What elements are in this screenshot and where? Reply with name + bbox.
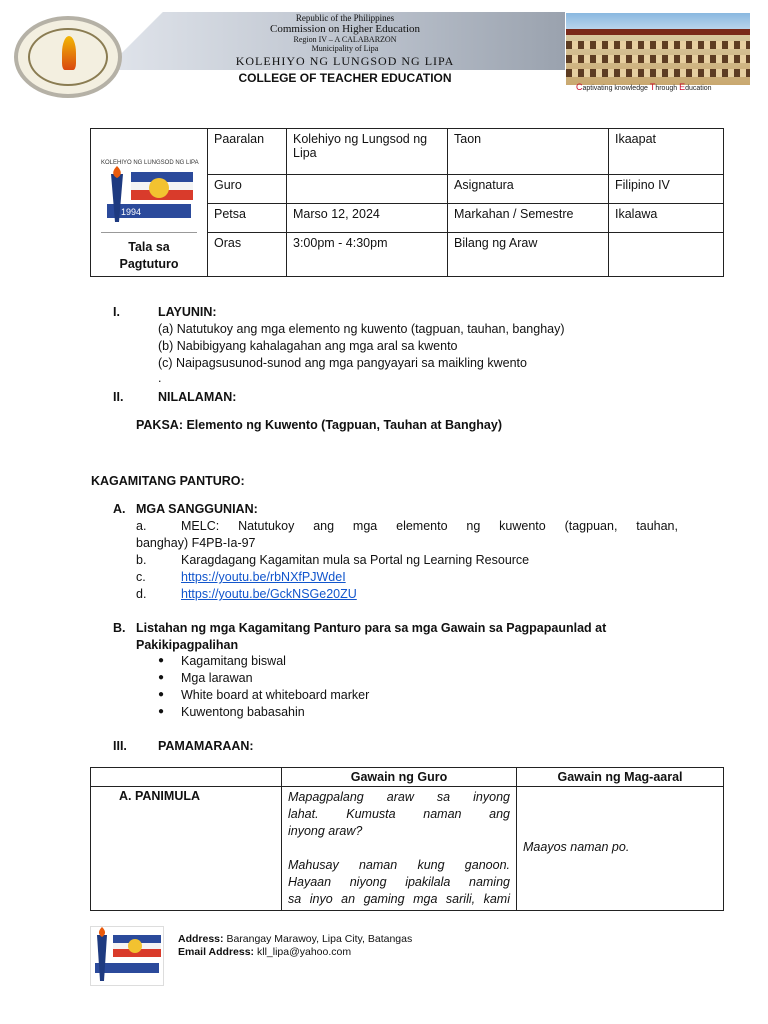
info-label: Markahan / Semestre xyxy=(448,204,609,233)
layunin-title: LAYUNIN: xyxy=(158,305,217,319)
header-college: COLLEGE OF TEACHER EDUCATION xyxy=(238,71,452,85)
info-value: 3:00pm - 4:30pm xyxy=(287,233,448,277)
info-value: Ikaapat xyxy=(609,129,724,175)
header-republic: Republic of the Philippines xyxy=(295,13,395,23)
info-value: Ikalawa xyxy=(609,204,724,233)
bullet-icon: ● xyxy=(158,706,165,717)
footer-logo-icon xyxy=(90,926,164,986)
ref-letter: c. xyxy=(136,570,146,584)
listahan-label: B. xyxy=(113,621,126,635)
svg-text:1994: 1994 xyxy=(121,207,142,217)
bullet-icon: ● xyxy=(158,672,165,683)
youtube-link-1[interactable]: https://youtu.be/rbNXfPJWdeI xyxy=(181,570,346,584)
bullet-item: Kuwentong babasahin xyxy=(181,705,305,719)
info-label: Asignatura xyxy=(448,175,609,204)
layunin-item: (c) Naipagsusunod-sunod ang mga pangyayari sa maikling kwento xyxy=(158,356,527,370)
info-label: Bilang ng Araw xyxy=(448,233,609,277)
pamamaraan-title: PAMAMARAAN: xyxy=(158,739,254,753)
info-value: Filipino IV xyxy=(609,175,724,204)
school-seal-icon xyxy=(14,16,122,98)
bullet-icon: ● xyxy=(158,655,165,666)
header-municipality: Municipality of Lipa xyxy=(311,44,379,53)
header-region: Region IV – A CALABARZON xyxy=(293,35,397,44)
paksa: PAKSA: Elemento ng Kuwento (Tagpuan, Tauhan at Banghay) xyxy=(136,418,502,432)
tala-cell xyxy=(91,129,208,277)
ref-letter: d. xyxy=(136,587,147,601)
tala-label: Tala sa Pagtuturo xyxy=(119,240,179,271)
magaaral-activity: Maayos naman po. xyxy=(517,787,724,911)
header-school-name: KOLEHIYO NG LUNGSOD NG LIPA xyxy=(235,54,455,68)
proc-header-guro: Gawain ng Guro xyxy=(282,768,517,787)
info-label: Oras xyxy=(208,233,287,277)
layunin-dot: . xyxy=(158,371,162,385)
lesson-info-table xyxy=(90,128,724,277)
bullet-item: Mga larawan xyxy=(181,671,253,685)
ref-text: Karagdagang Kagamitan mula sa Portal ng Learning Resource xyxy=(181,553,530,567)
info-value: Marso 12, 2024 xyxy=(287,204,448,233)
info-label: Petsa xyxy=(208,204,287,233)
youtube-link-2[interactable]: https://youtu.be/GckNSGe20ZU xyxy=(181,587,357,601)
campus-building-photo xyxy=(566,13,750,85)
pamamaraan-number: III. xyxy=(113,739,127,753)
ref-letter: a. xyxy=(136,519,147,533)
footer-email: Email Address: kll_lipa@yahoo.com xyxy=(178,946,352,958)
info-value: Kolehiyo ng Lungsod ng Lipa xyxy=(287,129,448,175)
kagamitan-title: KAGAMITANG PANTURO: xyxy=(91,474,245,488)
procedure-table xyxy=(90,767,724,911)
info-label: Guro xyxy=(208,175,287,204)
listahan-title-cont: Pakikipagpalihan xyxy=(136,638,239,652)
ref-text-cont: banghay) F4PB-Ia-97 xyxy=(136,536,256,550)
layunin-item: (a) Natutukoy ang mga elemento ng kuwento (tagpuan, tauhan, banghay) xyxy=(158,322,565,336)
info-label: Paaralan xyxy=(208,129,287,175)
header-commission: Commission on Higher Education xyxy=(269,23,420,35)
proc-header-empty xyxy=(91,768,282,787)
ref-letter: b. xyxy=(136,553,147,567)
sanggunian-title: MGA SANGGUNIAN: xyxy=(136,502,258,516)
sanggunian-label: A. xyxy=(113,502,126,516)
info-label: Taon xyxy=(448,129,609,175)
guro-activity: Mapagpalang araw sa inyong lahat. Kumusta naman ang inyong araw? Mahusay naman kung ganoon. Hayaan niyong ipakilala naming sa inyo an gaming mga sarili, kami xyxy=(282,787,517,911)
bullet-item: White board at whiteboard marker xyxy=(181,688,370,702)
layunin-number: I. xyxy=(113,305,120,319)
layunin-item: (b) Nabibigyang kahalagahan ang mga aral sa kwento xyxy=(158,339,458,353)
school-logo-icon: KOLEHIYO NG LUNGSOD NG LIPA 1994 xyxy=(101,160,197,233)
info-value xyxy=(287,175,448,204)
proc-header-magaaral: Gawain ng Mag-aaral xyxy=(517,768,724,787)
bullet-item: Kagamitang biswal xyxy=(181,654,286,668)
ref-text: MELC: Natutukoy ang mga elemento ng kuwento (tagpuan, tauhan, xyxy=(181,519,678,533)
listahan-title: Listahan ng mga Kagamitang Panturo para sa mga Gawain sa Pagpapaunlad at xyxy=(136,621,607,635)
footer-address: Address: Barangay Marawoy, Lipa City, Batangas xyxy=(178,933,413,945)
info-value xyxy=(609,233,724,277)
nilalaman-number: II. xyxy=(113,390,124,404)
tagline: Captivating knowledge Through Education xyxy=(576,82,712,92)
nilalaman-title: NILALAMAN: xyxy=(158,390,237,404)
bullet-icon: ● xyxy=(158,689,165,700)
panimula-label: A. PANIMULA xyxy=(91,787,282,911)
